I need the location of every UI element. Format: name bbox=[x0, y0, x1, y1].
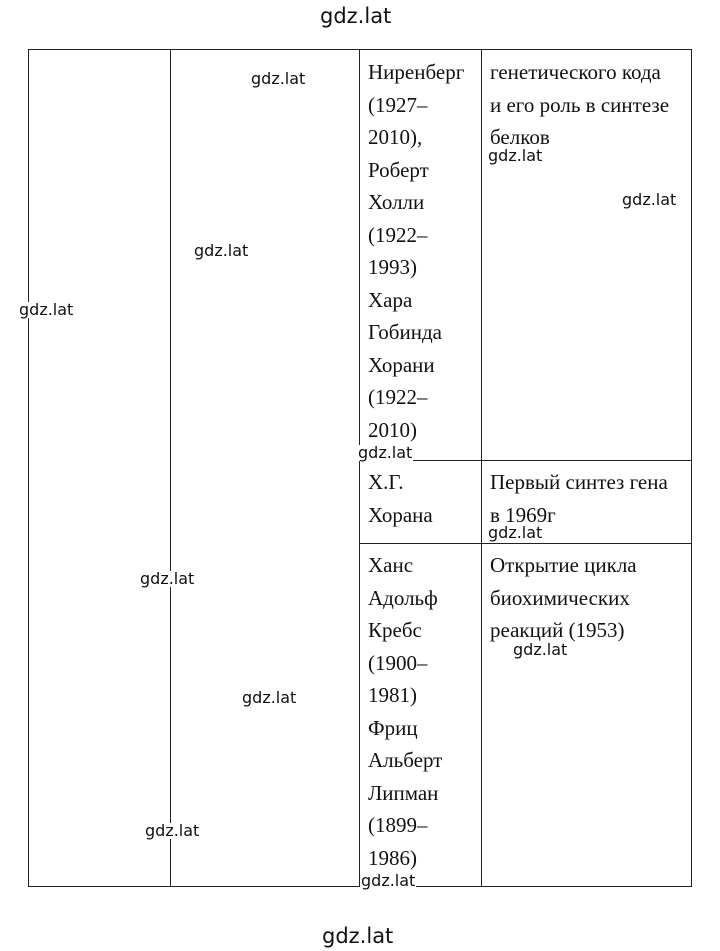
cell-line: (1922– bbox=[368, 385, 428, 409]
cell-line: реакций (1953) bbox=[490, 618, 625, 642]
watermark: gdz.lat bbox=[622, 190, 677, 209]
table-row-2-discovery bbox=[490, 466, 690, 522]
watermark: gdz.lat bbox=[488, 523, 543, 542]
watermark: gdz.lat bbox=[140, 569, 195, 588]
cell-line: генетического кода bbox=[490, 60, 661, 84]
cell-line: Х.Г. bbox=[368, 470, 404, 494]
cell-line: Хара bbox=[368, 287, 413, 312]
cell-line: Гобинда bbox=[368, 320, 442, 344]
watermark: gdz.lat bbox=[19, 300, 74, 319]
column-divider-1 bbox=[170, 49, 171, 887]
cell-line: Открытие цикла bbox=[490, 553, 637, 577]
cell-line: (1927– bbox=[368, 92, 428, 117]
cell-line: Ниренберг bbox=[368, 60, 465, 84]
cell-line: белков bbox=[490, 125, 550, 144]
cell-line: Фриц bbox=[368, 715, 418, 740]
cell-line: 1986) bbox=[368, 845, 417, 870]
cell-line: Адольф bbox=[368, 585, 438, 610]
row-divider-2 bbox=[359, 543, 692, 544]
cell-line: Первый синтез гена bbox=[490, 470, 668, 494]
watermark: gdz.lat bbox=[488, 146, 543, 165]
cell-line: 2010), bbox=[368, 125, 423, 149]
watermark-bottom: gdz.lat bbox=[322, 924, 394, 948]
watermark: gdz.lat bbox=[242, 688, 297, 707]
cell-line: 1981) bbox=[368, 683, 417, 707]
cell-line: в 1969г bbox=[490, 502, 556, 522]
table-row-2-scientists bbox=[368, 466, 483, 536]
cell-line: Роберт bbox=[368, 157, 429, 182]
cell-line: 1993) bbox=[368, 255, 417, 279]
cell-line: Хорана bbox=[368, 502, 433, 527]
cell-line: Хорани bbox=[368, 352, 435, 377]
cell-line: Ханс bbox=[368, 553, 414, 577]
column-divider-2 bbox=[359, 49, 360, 887]
table-row-3-scientists bbox=[368, 549, 483, 871]
cell-line: Липман bbox=[368, 780, 439, 805]
watermark: gdz.lat bbox=[145, 821, 200, 840]
cell-line: и его роль в синтезе bbox=[490, 92, 670, 117]
cell-line: 2010) bbox=[368, 417, 417, 442]
watermark: gdz.lat bbox=[251, 69, 306, 88]
watermark: gdz.lat bbox=[194, 241, 249, 260]
watermark: gdz.lat bbox=[361, 871, 416, 890]
cell-line: Альберт bbox=[368, 748, 443, 772]
cell-line: Холли bbox=[368, 190, 425, 214]
cell-line: Кребс bbox=[368, 618, 422, 642]
table-row-3-discovery bbox=[490, 549, 690, 649]
watermark-top: gdz.lat bbox=[320, 4, 392, 28]
cell-line: биохимических bbox=[490, 585, 630, 610]
watermark: gdz.lat bbox=[513, 640, 568, 659]
cell-line: (1922– bbox=[368, 222, 428, 247]
cell-line: (1899– bbox=[368, 813, 428, 837]
cell-line: (1900– bbox=[368, 650, 428, 675]
table-row-1-scientists bbox=[368, 56, 483, 442]
watermark: gdz.lat bbox=[358, 443, 413, 462]
table-row-1-discovery bbox=[490, 56, 690, 144]
